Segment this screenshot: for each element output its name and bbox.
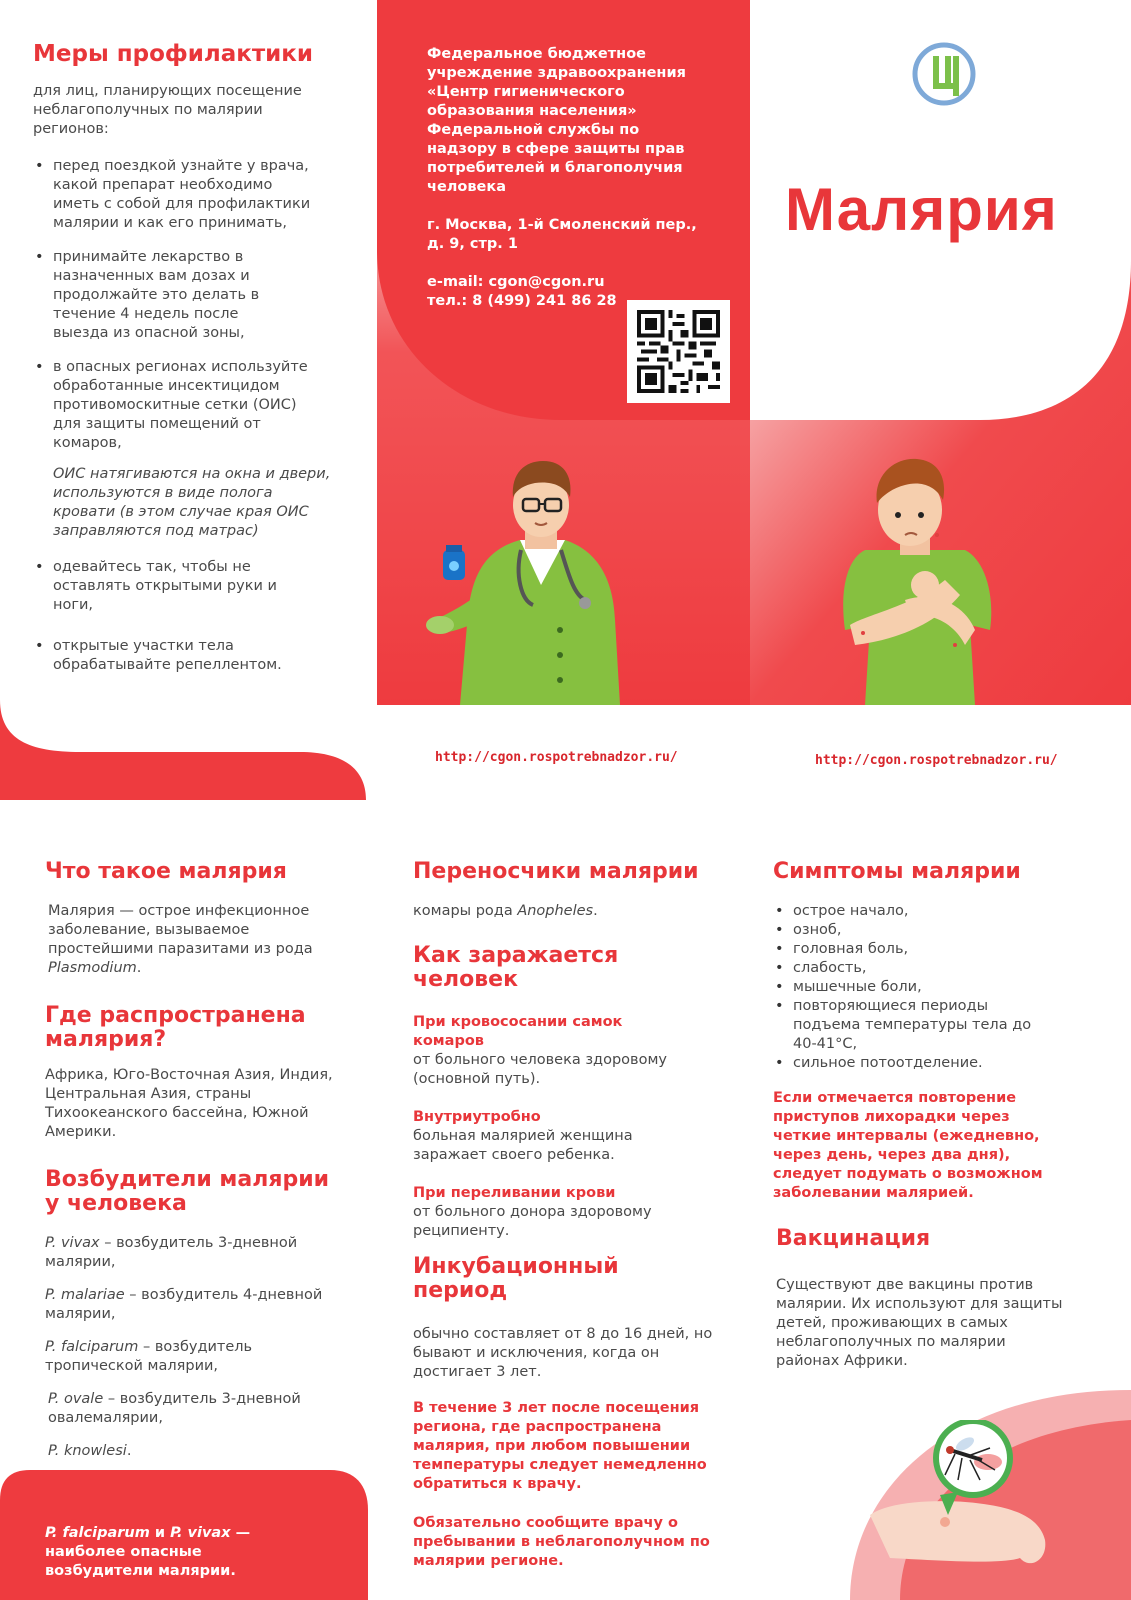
column-symptoms [773, 860, 1073, 1371]
what-title: Что такое малярия [45, 859, 287, 884]
incubation-title: Инкубационный период [413, 1254, 619, 1303]
how-item-text: от больного донора здоровому реципиенту. [413, 1204, 652, 1240]
how-item-text: от больного человека здоровому (основной путь). [413, 1052, 667, 1088]
list-item: • перед поездкой узнайте у врача, какой препарат необходимо иметь с собой для профилактики малярии и как его принимать, [33, 157, 323, 233]
doctor-illustration-icon [425, 455, 650, 705]
prevention-list-2 [33, 558, 343, 675]
how-item-head: Внутриутробно [413, 1109, 541, 1126]
dangerous-agents-note: P. falciparum и P. vivax — наиболее опасные возбудители малярии. [45, 1525, 251, 1579]
agent-item: P. vivax – возбудитель 3-дневной малярии, [45, 1234, 298, 1270]
list-item: • слабость, [773, 959, 1043, 978]
vectors-title: Переносчики малярии [413, 859, 699, 884]
list-item: • повторяющиеся периоды подъема температуры тела до 40-41°С, [773, 997, 1043, 1054]
list-item: • острое начало, [773, 902, 1043, 921]
cgon-logo-icon [912, 42, 976, 106]
where-title: Где распространена малярия? [45, 1002, 306, 1052]
nets-note: ОИС натягиваются на окна и двери, используются в виде полога кровати (в этом случае края ОИС заправляются под матрас) [53, 465, 331, 539]
list-item: • головная боль, [773, 940, 1043, 959]
mosquito-bite-icon [870, 1420, 1070, 1590]
how-item-text: больная малярией женщина заражает своего ребенка. [413, 1128, 633, 1164]
incubation-text: обычно составляет от 8 до 16 дней, но бывают и исключения, когда он достигает 3 лет. [413, 1325, 713, 1380]
prevention-title: Меры профилактики [33, 41, 313, 67]
how-item-head: При кровососании самок комаров [413, 1014, 623, 1050]
warning-fever: В течение 3 лет после посещения региона, где распространена малярия, при любом повышении температуры следует немедленно обратиться к врачу. [413, 1399, 707, 1492]
vaccination-text: Существуют две вакцины против малярии. Их используют для защиты детей, проживающих в самых неблагополучных по малярии районах Африки. [776, 1276, 1063, 1369]
how-item [413, 1013, 703, 1089]
list-item: • одевайтесь так, чтобы не оставлять открытыми руки и ноги, [33, 558, 303, 615]
website-link[interactable]: http://cgon.rospotrebnadzor.ru/ [435, 750, 678, 765]
agents-title: Возбудители малярии у человека [45, 1167, 330, 1216]
vaccination-title: Вакцинация [776, 1225, 931, 1251]
patient-illustration-icon [825, 455, 1005, 705]
panel-contacts [427, 45, 727, 311]
prevention-list [33, 157, 343, 453]
how-title: Как заражается человек [413, 942, 619, 992]
agent-item: P. malariae – возбудитель 4-дневной малярии, [45, 1286, 323, 1322]
agent-item: P. knowlesi. [48, 1442, 132, 1459]
website-link-2[interactable]: http://cgon.rospotrebnadzor.ru/ [815, 753, 1058, 768]
how-item [413, 1184, 683, 1241]
list-item: • в опасных регионах используйте обработанные инсектицидом противомоскитные сетки (ОИС) для защиты помещений от комаров, [33, 358, 313, 453]
list-item: • мышечные боли, [773, 978, 1043, 997]
how-item [413, 1108, 673, 1165]
agent-item: P. falciparum – возбудитель тропической малярии, [45, 1338, 253, 1374]
qr-code-icon[interactable] [627, 300, 730, 403]
how-item-head: При переливании крови [413, 1185, 616, 1202]
phone: тел.: 8 (499) 241 86 28 [427, 293, 617, 309]
warning-inform: Обязательно сообщите врачу о пребывании в неблагополучном по малярии регионе. [413, 1514, 710, 1569]
address: г. Москва, 1-й Смоленский пер., д. 9, стр. 1 [427, 217, 697, 252]
where-text: Африка, Юго-Восточная Азия, Индия, Центральная Азия, страны Тихоокеанского бассейна, Южной Америки. [45, 1067, 333, 1141]
vectors-text: комары рода Anopheles. [413, 902, 598, 919]
column-vectors [413, 860, 723, 1571]
symptoms-warning: Если отмечается повторение приступов лихорадки через четкие интервалы (ежедневно, через день, через два дня), следует подумать о возможном заболевании малярией. [773, 1089, 1043, 1201]
list-item: • открытые участки тела обрабатывайте репеллентом. [33, 637, 313, 675]
prevention-intro: для лиц, планирующих посещение неблагополучных по малярии регионов: [33, 82, 302, 137]
what-text: Малярия — острое инфекционное заболевание, вызываемое простейшими паразитами из рода Plasmodium. [48, 902, 313, 976]
org-name: Федеральное бюджетное учреждение здравоохранения «Центр гигиенического образования населения» Федеральной службы по надзору в сфере защиты прав потребителей и благополучия человека [427, 46, 686, 195]
list-item: • принимайте лекарство в назначенных вам дозах и продолжайте это делать в течение 4 недель после выезда из опасной зоны, [33, 248, 298, 343]
symptoms-title: Симптомы малярии [773, 859, 1021, 884]
panel-prevention [33, 42, 343, 675]
list-item: • озноб, [773, 921, 1043, 940]
list-item: • сильное потоотделение. [773, 1054, 1043, 1073]
email[interactable]: e-mail: cgon@cgon.ru [427, 274, 605, 290]
agent-item: P. ovale – возбудитель 3-дневной овалемалярии, [48, 1390, 301, 1426]
page-title: Малярия [785, 176, 1058, 243]
column-what [45, 860, 355, 1461]
symptoms-list [773, 902, 1043, 1073]
